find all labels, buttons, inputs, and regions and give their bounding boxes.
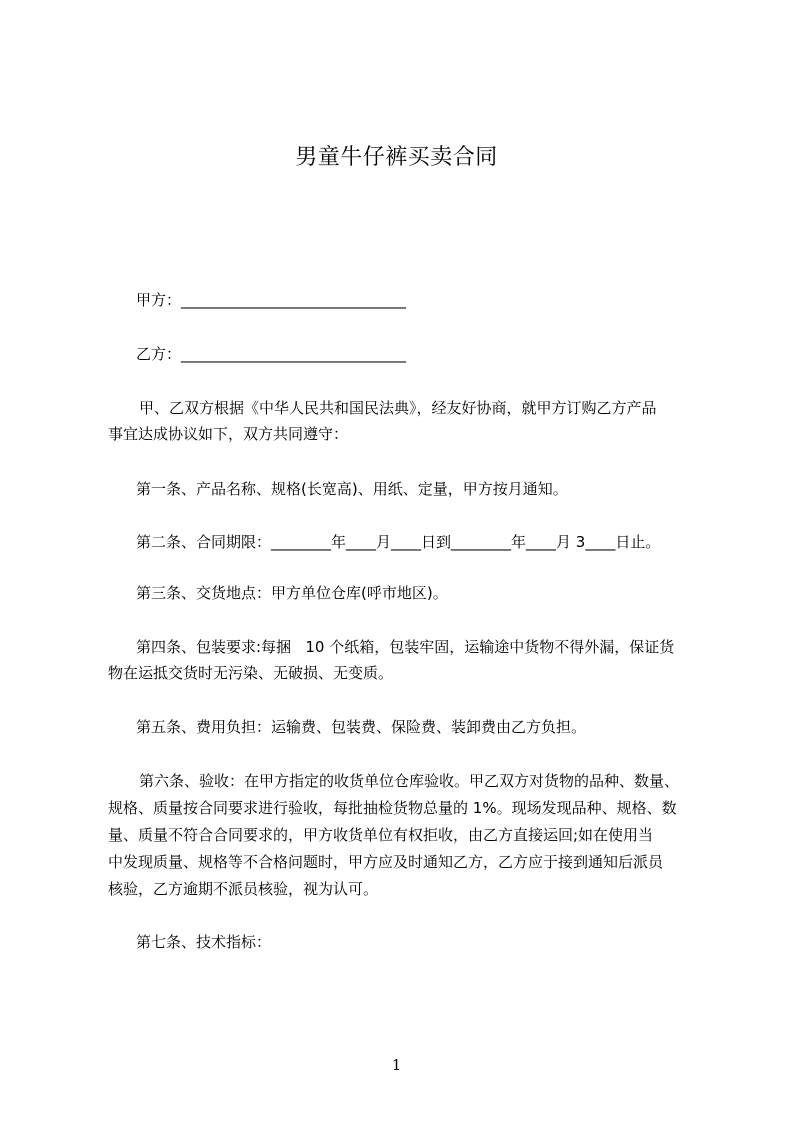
- article-2: 第二条、合同期限：________年____月____日到________年____月 3____日止。: [136, 533, 661, 551]
- article-6-line-5: 核验，乙方逾期不派员核验，视为认可。: [108, 880, 379, 898]
- intro-line-1: 甲、乙双方根据《中华人民共和国民法典》，经友好协商，就甲方订购乙方产品: [139, 399, 657, 417]
- party-a-line: 甲方：______________________________: [136, 291, 407, 309]
- article-3: 第三条、交货地点：甲方单位仓库(呼市地区)。: [136, 584, 448, 602]
- article-6-line-3: 量、质量不符合合同要求的，甲方收货单位有权拒收，由乙方直接运回;如在使用当: [108, 826, 654, 844]
- party-b-line: 乙方：______________________________: [136, 345, 407, 363]
- article-6-line-1: 第六条、验收：在甲方指定的收货单位仓库验收。甲乙双方对货物的品种、数量、: [139, 772, 680, 790]
- article-4-line-1: 第四条、包装要求:每捆 10 个纸箱，包装牢固，运输途中货物不得外漏，保证货: [136, 638, 675, 656]
- article-6-line-2: 规格、质量按合同要求进行验收，每批抽检货物总量的 1%。现场发现品种、规格、数: [108, 799, 677, 817]
- page-number: 1: [391, 1056, 402, 1074]
- article-6-line-4: 中发现质量、规格等不合格问题时，甲方应及时通知乙方，乙方应于接到通知后派员: [108, 853, 664, 871]
- article-7: 第七条、技术指标：: [136, 933, 272, 951]
- article-1: 第一条、产品名称、规格(长宽高)、用纸、定量，甲方按月通知。: [136, 480, 568, 498]
- article-5: 第五条、费用负担：运输费、包装费、保险费、装卸费由乙方负担。: [136, 718, 587, 736]
- article-4-line-2: 物在运抵交货时无污染、无破损、无变质。: [108, 664, 394, 682]
- intro-line-2: 事宜达成协议如下，双方共同遵守：: [108, 425, 349, 443]
- document-title: 男童牛仔裤买卖合同: [295, 145, 498, 170]
